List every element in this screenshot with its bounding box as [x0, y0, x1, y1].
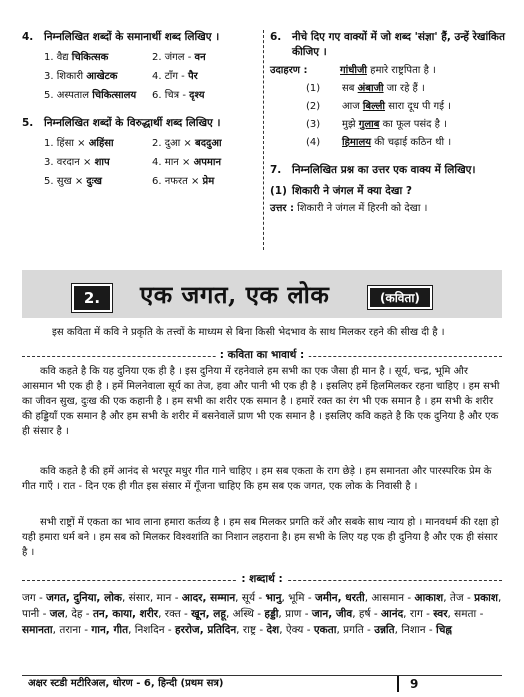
- sentence-text: [342, 136, 451, 149]
- vocab-word: रक्त: [164, 608, 181, 620]
- sub-question-text: शिकारी ने जंगल में क्या देखा ?: [292, 185, 412, 197]
- example-sentence: [340, 64, 436, 77]
- sub-question: [270, 184, 508, 198]
- vocab-entry: निशदिन - हररोज, प्रतिदिन: [134, 624, 237, 636]
- question-text: निम्नलिखित शब्दों के समानार्थी शब्द लिखिए ।: [44, 31, 220, 43]
- word-pair: [44, 89, 152, 102]
- antonym-list: [22, 137, 260, 188]
- word-answer: अपमान: [193, 157, 222, 168]
- vocab-word: समता: [454, 608, 477, 620]
- word-label: 2. दुआ ×: [152, 138, 192, 149]
- sentence-rest: हमारे राष्ट्रपिता है ।: [366, 65, 436, 76]
- word-answer: शाप: [94, 157, 110, 168]
- footer-text: अक्षर स्टडी मटीरिअल, धोरण - 6, हिन्दी (प्रथम सत्र): [28, 678, 224, 689]
- word-label: 5. अस्पताल: [44, 90, 89, 101]
- word-answer: पैर: [187, 71, 198, 82]
- question-6: [270, 30, 508, 60]
- word-row: [44, 51, 260, 64]
- paragraph-2: कवि कहते है की हमें आनंद से भरपूर मधुर गीत गाने चाहिए । हम सब एकता के राग छेड़े । हम समानता और पारस्परिक प्रेम के गीत गाएँ । रात - दिन एक ही गीत इस संसार में गूँजना चाहिए कि हम सब एक जगत, एक लोक के निवासी है ।: [22, 466, 492, 492]
- sentence-text: [342, 82, 425, 95]
- question-number: 6.: [270, 31, 282, 43]
- vocab-entry: रक्त - खून, लहू: [164, 608, 226, 620]
- answer-label: उत्तर :: [270, 203, 294, 214]
- word-label: 3. शिकारी: [44, 71, 84, 82]
- word-pair: [152, 51, 260, 64]
- vocab-meaning: प्रकाश: [474, 592, 499, 604]
- vocab-meaning: आनंद: [381, 608, 404, 620]
- vocab-entry: ऐक्य - एकता: [285, 624, 337, 636]
- sentence-prefix: आज: [342, 101, 363, 112]
- vocab-entry: निशान - चिह्न: [401, 624, 452, 636]
- question-5: [22, 116, 260, 131]
- synonym-list: [22, 51, 260, 102]
- question-number: 5.: [22, 117, 34, 129]
- vocab-word: निशान: [401, 624, 426, 636]
- word-label: 2. जंगल -: [152, 52, 192, 63]
- vocab-word: ऐक्य: [285, 624, 304, 636]
- sentence-item: [306, 136, 508, 149]
- vocab-meaning: जमीन, धरती: [315, 592, 365, 604]
- vocab-entry: देह - तन, काया, शरीर: [71, 608, 159, 620]
- vocab-word: पानी: [22, 608, 40, 620]
- sentence-number: (2): [306, 101, 321, 112]
- sentence-prefix: सब: [342, 83, 358, 94]
- chapter-title: एक जगत, एक लोक: [140, 280, 330, 309]
- word-label: 1. हिंसा ×: [44, 138, 86, 149]
- vocab-word: भूमि: [288, 592, 305, 604]
- chapter-genre-badge: (कविता): [368, 286, 432, 309]
- word-pair: [152, 175, 260, 188]
- sentence-item: [306, 82, 508, 95]
- vocab-entry: सूर्य - भानु: [241, 592, 282, 604]
- vocab-entry: हर्ष - आनंद: [358, 608, 404, 620]
- heading-label: : कविता का भावार्थ :: [216, 348, 309, 362]
- sentence-prefix: मुझे: [342, 119, 359, 130]
- vocab-entry: राष्ट्र - देश: [242, 624, 280, 636]
- example-row: [270, 64, 508, 77]
- right-column: [270, 30, 508, 216]
- word-row: [44, 89, 260, 102]
- shabdarth-heading: [22, 574, 502, 586]
- sentence-rest: सारा दूध पी गई ।: [385, 101, 451, 112]
- word-row: [44, 70, 260, 83]
- underlined-noun: हिमालय: [342, 137, 372, 148]
- footer-separator: [397, 676, 399, 692]
- vocab-meaning: एकता: [313, 624, 337, 636]
- question-number: 4.: [22, 31, 34, 43]
- sentence-number: (3): [306, 119, 321, 130]
- vocab-meaning: उन्नति: [374, 624, 395, 636]
- word-answer: वन: [194, 52, 206, 63]
- vocab-word: प्रगति: [343, 624, 364, 636]
- underlined-noun: गांधीजी: [340, 65, 367, 76]
- vocab-entry: समता - समानता: [22, 608, 484, 636]
- vocab-meaning: हररोज, प्रतिदिन: [175, 624, 237, 636]
- chapter-intro: इस कविता में कवि ने प्रकृति के तत्त्वों के माध्यम से बिना किसी भेदभाव के साथ मिलकर रहने की सीख दी है ।: [52, 327, 445, 338]
- column-divider: [263, 30, 264, 250]
- question-number: 7.: [270, 164, 282, 176]
- left-column: [22, 30, 260, 188]
- paragraph-1: कवि कहते है कि यह दुनिया एक ही है । इस दुनिया में रहनेवाले हम सभी का एक जैसा ही मान है । सूर्य, चन्द्र, भूमि और आसमान भी एक ही है । हमें मिलनेवाला सूर्य का तेज, हवा और पानी भी एक ही है । इसलिए हमें हिलमिलकर रहना चाहिए । हम सभी का जीवन सुख, दुःख की एक कहानी है । हम सभी का शरीर एक समान है । हमारें रक्त का रंग भी एक समान है । हम सभी के शरीर की हड्डियाँ एक समान है और हम सभी के शरीर में बसनेवालें प्राण भी एक समान है । इसलिए कवि कहते है कि एक दुनिया है और एक ही संसार है ।: [22, 366, 500, 437]
- word-pair: [44, 70, 152, 83]
- vocab-word: देह: [71, 608, 83, 620]
- vocab-word: प्राण: [285, 608, 302, 620]
- chapter-number-badge: 2.: [72, 284, 112, 312]
- sentence-text: [342, 118, 447, 131]
- vocab-meaning: जल: [49, 608, 65, 620]
- vocab-entry: तेज - प्रकाश: [449, 592, 499, 604]
- word-row: [44, 175, 260, 188]
- vocab-meaning: जान, जीव: [311, 608, 353, 620]
- question-text: निम्नलिखित प्रश्न का उत्तर एक वाक्य में लिखिए।: [292, 164, 476, 176]
- vocab-meaning: चिह्न: [436, 624, 452, 636]
- underlined-noun: अंबाजी: [357, 83, 384, 94]
- sentence-item: [306, 100, 508, 113]
- vocab-word: संसार, मान: [128, 592, 172, 604]
- vocab-meaning: तन, काया, शरीर: [92, 608, 159, 620]
- question-7: [270, 163, 508, 178]
- vocab-meaning: गान, गीत: [91, 624, 129, 636]
- vocab-word: तराना: [59, 624, 81, 636]
- vocab-entry: अस्थि - हड्डी: [232, 608, 279, 620]
- heading-label: : शब्दार्थ :: [237, 572, 286, 586]
- vocab-meaning: समानता: [22, 624, 53, 636]
- sentence-number: (1): [306, 83, 321, 94]
- vocab-meaning: आदर, सम्मान: [181, 592, 236, 604]
- vocab-word: हर्ष: [358, 608, 371, 620]
- sentence-number: (4): [306, 137, 321, 148]
- word-answer: अहिंसा: [88, 138, 114, 149]
- vocab-word: आसमान: [371, 592, 405, 604]
- word-answer: दृश्य: [189, 90, 205, 101]
- word-pair: [152, 156, 260, 169]
- vocab-word: अस्थि: [232, 608, 254, 620]
- word-answer: आखेटक: [86, 71, 118, 82]
- sentence-item: [306, 118, 508, 131]
- sentence-rest: का फूल पसंद है ।: [379, 119, 447, 130]
- underlined-noun: गुलाब: [358, 119, 380, 130]
- word-label: 5. सुख ×: [44, 176, 84, 187]
- answer-text: शिकारी ने जंगल में हिरनी को देखा ।: [297, 203, 428, 214]
- sentence-text: [342, 100, 451, 113]
- vocab-meaning: भानु: [265, 592, 282, 604]
- question-text: निम्नलिखित शब्दों के विरुद्धार्थी शब्द लिखिए ।: [44, 117, 221, 129]
- vocab-entry: पानी - जल: [22, 608, 65, 620]
- vocab-entry: तराना - गान, गीत: [59, 624, 129, 636]
- word-pair: [44, 51, 152, 64]
- word-pair: [152, 137, 260, 150]
- page-footer: [22, 675, 502, 692]
- question-4: [22, 30, 260, 45]
- vocab-meaning: आकाश: [414, 592, 444, 604]
- sub-question-number: (1): [270, 185, 287, 197]
- vocab-entry: राग - स्वर: [409, 608, 448, 620]
- word-row: [44, 137, 260, 150]
- word-label: 4. टाँग -: [152, 71, 185, 82]
- word-label: 1. वैद्य: [44, 52, 69, 63]
- word-pair: [44, 156, 152, 169]
- vocab-word: तेज: [449, 592, 464, 604]
- vocab-meaning: देश: [266, 624, 280, 636]
- sentence-list: [270, 82, 508, 149]
- answer: [270, 202, 508, 216]
- word-answer: चिकित्सक: [71, 52, 109, 63]
- underlined-noun: बिल्ली: [362, 101, 386, 112]
- word-answer: प्रेम: [202, 176, 215, 187]
- vocab-word: जग: [22, 592, 36, 604]
- sentence-rest: जा रहे हैं ।: [383, 83, 425, 94]
- vocab-entry: प्राण - जान, जीव: [285, 608, 353, 620]
- question-text: नीचे दिए गए वाक्यों में जो शब्द 'संज्ञा' हैं, उन्हें रेखांकित कीजिए ।: [292, 31, 505, 58]
- vocab-meaning: हड्डी: [264, 608, 279, 620]
- word-pair: [152, 89, 260, 102]
- vocab-entry: संसार, मान - आदर, सम्मान: [128, 592, 236, 604]
- page-number: 9: [410, 677, 419, 691]
- word-label: 6. नफरत ×: [152, 176, 200, 187]
- vocab-meaning: खून, लहू: [191, 608, 226, 620]
- word-answer: दुःख: [86, 176, 102, 187]
- vocab-word: राग: [409, 608, 423, 620]
- word-pair: [44, 175, 152, 188]
- word-label: 4. मान ×: [152, 157, 191, 168]
- vocab-entry: आसमान - आकाश: [371, 592, 444, 604]
- vocab-word: सूर्य: [241, 592, 256, 604]
- vocabulary-list: जग - जगत, दुनिया, लोक, संसार, मान - आदर, सम्मान, सूर्य - भानु, भूमि - जमीन, धरती, आसमान - आकाश, तेज - प्रकाश, पानी - जल, देह - तन, काया, शरीर, रक्त - खून, लहू, अस्थि - हड्डी, प्राण - जान, जीव, हर्ष - आनंद, राग - स्वर, समता - समानता, तराना - गान, गीत, निशदिन - हररोज, प्रतिदिन, राष्ट्र - देश, ऐक्य - एकता, प्रगति - उन्नति, निशान - चिह्न: [22, 592, 502, 636]
- word-answer: बददुआ: [195, 138, 222, 149]
- word-label: 3. वरदान ×: [44, 157, 92, 168]
- word-pair: [44, 137, 152, 150]
- vocab-entry: भूमि - जमीन, धरती: [288, 592, 365, 604]
- vocab-word: राष्ट्र: [242, 624, 256, 636]
- vocab-entry: प्रगति - उन्नति: [343, 624, 395, 636]
- paragraph-3: सभी राष्ट्रों में एकता का भाव लाना हमारा कर्तव्य है । हम सब मिलकर प्रगति करें और सबके साथ न्याय हो । मानवधर्म की रक्षा हो यही हमारा धर्म बने । हम सब को मिलकर विश्वशांति का निशान लहराना है। हम सभी के लिए यह एक ही दुनिया है और एक ही संसार है ।: [22, 517, 499, 558]
- example-label: उदाहरण :: [270, 65, 308, 76]
- word-row: [44, 156, 260, 169]
- vocab-meaning: स्वर: [433, 608, 448, 620]
- bhavarth-heading: [22, 350, 502, 362]
- sentence-rest: की चढ़ाई कठिन थी ।: [371, 137, 452, 148]
- word-label: 6. चित्र -: [152, 90, 186, 101]
- vocab-meaning: जगत, दुनिया, लोक: [46, 592, 122, 604]
- vocab-entry: जग - जगत, दुनिया, लोक: [22, 592, 122, 604]
- vocab-word: निशदिन: [134, 624, 165, 636]
- word-pair: [152, 70, 260, 83]
- word-answer: चिकित्सालय: [92, 90, 137, 101]
